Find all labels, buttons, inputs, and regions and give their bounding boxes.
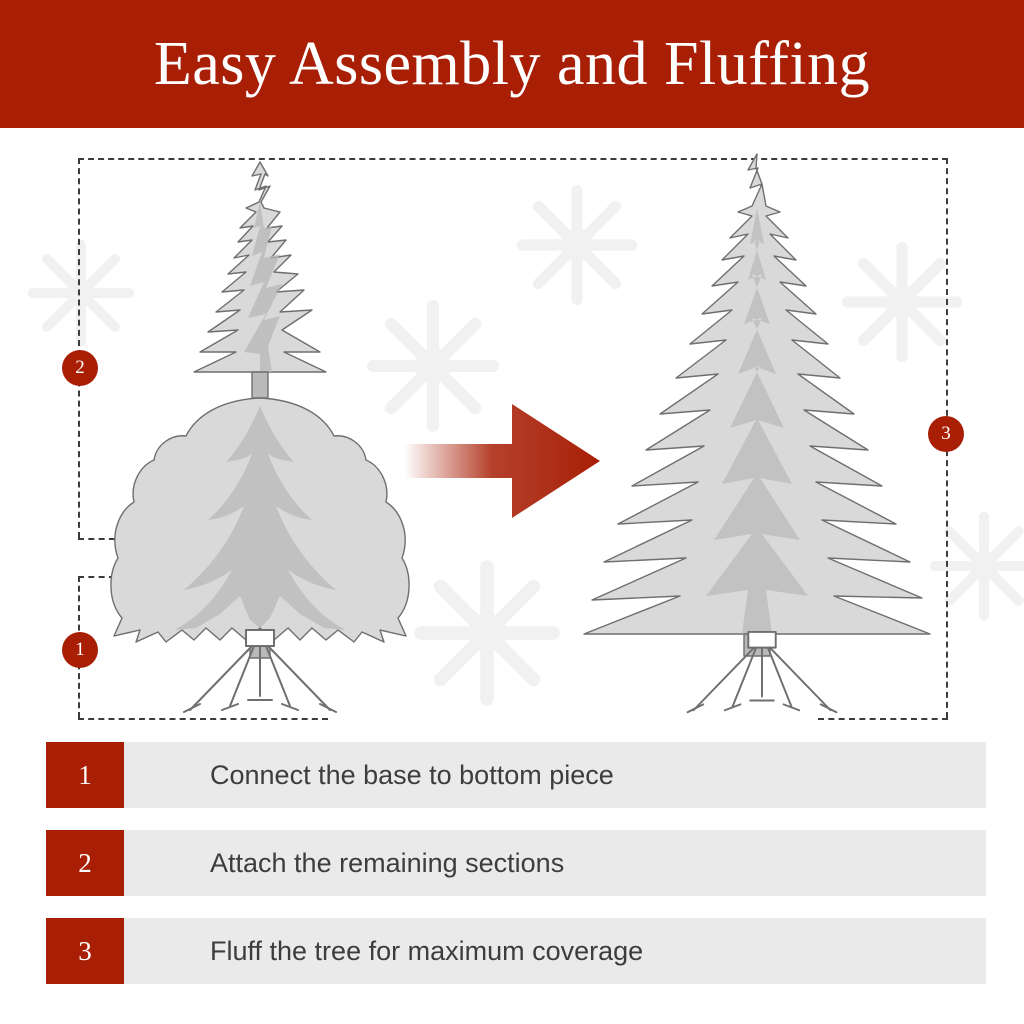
step-text: Fluff the tree for maximum coverage <box>124 918 986 984</box>
snowflake-icon <box>412 558 562 708</box>
snowflake-icon <box>26 238 136 348</box>
list-item <box>46 918 986 984</box>
tree-bottom-section <box>100 390 420 660</box>
step-number-badge <box>46 742 124 808</box>
step-number-label: 1 <box>78 759 92 790</box>
diagram-area <box>0 128 1024 728</box>
page-title: Easy Assembly and Fluffing <box>153 29 871 98</box>
badge-1 <box>62 632 98 668</box>
tree-stand <box>182 626 338 722</box>
step-number-badge <box>46 918 124 984</box>
step-number-label: 2 <box>78 847 92 878</box>
steps-list <box>46 742 986 1006</box>
step-text: Attach the remaining sections <box>124 830 986 896</box>
list-item <box>46 742 986 808</box>
tree-top-section <box>160 156 360 416</box>
bracket-line-section2 <box>78 158 80 538</box>
badge-1-label: 1 <box>75 639 85 660</box>
assembled-fluffed-tree <box>562 148 952 658</box>
list-item <box>46 830 986 896</box>
header-banner <box>0 0 1024 128</box>
badge-3-label: 3 <box>941 423 951 444</box>
step-number-badge <box>46 830 124 896</box>
step-number-label: 3 <box>78 935 92 966</box>
step-text: Connect the base to bottom piece <box>124 742 986 808</box>
tree-stand <box>682 628 842 722</box>
badge-2-label: 2 <box>75 357 85 378</box>
badge-2 <box>62 350 98 386</box>
